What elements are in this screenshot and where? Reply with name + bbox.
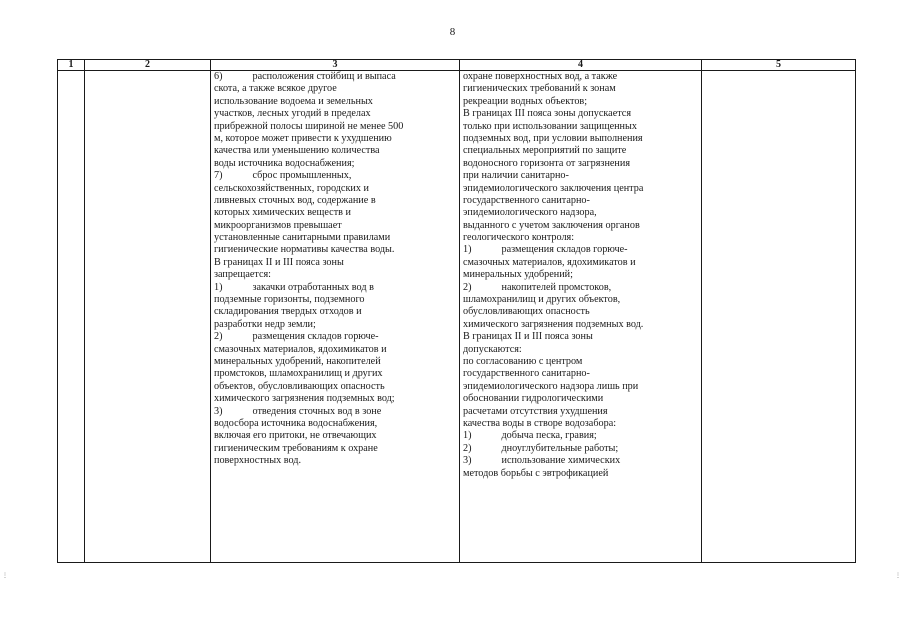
line-text: расчетами отсутствия ухудшения [463, 405, 608, 417]
list-number: 1) [463, 430, 472, 442]
text-line [214, 306, 457, 318]
text-line [463, 207, 699, 219]
line-text: В границах II и III пояса зоны [214, 256, 344, 268]
text-line [463, 269, 699, 281]
text-line [463, 306, 699, 318]
text-line [214, 319, 457, 331]
line-text: которых химических веществ и [214, 207, 351, 219]
margin-mark-left: ⋮ [2, 573, 8, 579]
text-line [214, 244, 457, 256]
text-line [214, 96, 457, 108]
text-line [214, 455, 457, 467]
line-text: м, которое может привести к ухудшению [214, 132, 392, 144]
header-col-4: 4 [460, 60, 702, 71]
text-line [214, 71, 457, 83]
list-number: 3) [463, 455, 472, 467]
body-row [58, 71, 856, 563]
line-text: ливневых сточных вод, содержание в [214, 194, 376, 206]
line-text: обосновании гидрологическими [463, 393, 604, 405]
text-line [214, 108, 457, 120]
cell-col-2 [85, 71, 211, 563]
line-text: эпидемиологического надзора, [463, 207, 597, 219]
text-line [463, 418, 699, 430]
text-line [463, 96, 699, 108]
text-line [463, 368, 699, 380]
text-line [214, 381, 457, 393]
list-number: 6) [214, 71, 223, 82]
text-line [214, 170, 457, 182]
text-line [463, 121, 699, 133]
line-text: химического загрязнения подземных вод. [463, 318, 644, 330]
line-text: запрещается: [214, 269, 271, 281]
text-line [463, 71, 699, 83]
line-text: только при использовании защищенных [463, 120, 637, 132]
text-line [463, 294, 699, 306]
text-line [214, 232, 457, 244]
line-text: шламохранилищ и других объектов, [463, 294, 621, 306]
line-text: участков, лесных угодий в пределах [214, 108, 371, 120]
line-text: выданного с учетом заключения органов [463, 219, 640, 231]
text-line [463, 331, 699, 343]
text-line [463, 381, 699, 393]
text-line [214, 406, 457, 418]
text-line [214, 220, 457, 232]
line-text: охране поверхностных вод, а также [463, 71, 618, 82]
text-line [463, 319, 699, 331]
text-line [463, 133, 699, 145]
text-line [214, 443, 457, 455]
line-text: закачки отработанных вод в [252, 281, 374, 293]
line-text: смазочных материалов, ядохимикатов и [214, 343, 387, 355]
line-text: микроорганизмов превышает [214, 219, 342, 231]
text-line [463, 455, 699, 467]
line-text: минеральных удобрений, накопителей [214, 355, 381, 367]
text-line [214, 282, 457, 294]
line-text: качества воды в створе водозабора: [463, 417, 617, 429]
page-number: 8 [449, 26, 456, 38]
line-text: установленные санитарными правилами [214, 232, 391, 244]
header-col-5: 5 [702, 60, 856, 71]
line-text: специальных мероприятий по защите [463, 145, 627, 157]
line-text: обусловливающих опасность [463, 306, 590, 318]
line-text: использование водоема и земельных [214, 95, 373, 107]
text-line [463, 356, 699, 368]
text-line [463, 282, 699, 294]
line-text: по согласованию с центром [463, 355, 583, 367]
line-text: отведения сточных вод в зоне [252, 405, 382, 417]
list-number: 2) [463, 442, 472, 454]
text-line [463, 195, 699, 207]
line-text: при наличии санитарно- [463, 170, 569, 182]
line-text: смазочных материалов, ядохимикатов и [463, 256, 636, 268]
line-text: качества или уменьшению количества [214, 145, 380, 157]
text-line [214, 418, 457, 430]
text-line [214, 207, 457, 219]
text-line [214, 257, 457, 269]
text-line [463, 220, 699, 232]
text-line [463, 244, 699, 256]
text-line [214, 121, 457, 133]
line-text: гигиенических требований к зонам [463, 83, 616, 95]
line-text: сельскохозяйственных, городских и [214, 182, 369, 194]
list-number: 1) [214, 281, 223, 293]
text-line [214, 331, 457, 343]
line-text: прибрежной полосы шириной не менее 500 [214, 120, 404, 132]
line-text: разработки недр земли; [214, 318, 316, 330]
text-line [214, 294, 457, 306]
line-text: использование химических [501, 455, 621, 467]
line-text: эпидемиологического заключения центра [463, 182, 644, 194]
text-line [463, 430, 699, 442]
text-line [463, 393, 699, 405]
line-text: гигиенические нормативы качества воды. [214, 244, 395, 256]
line-text: В границах III пояса зоны допускается [463, 108, 631, 120]
text-line [463, 257, 699, 269]
text-line [214, 368, 457, 380]
list-number: 1) [463, 244, 472, 256]
line-text: добыча песка, гравия; [501, 430, 597, 442]
line-text: включая его притоки, не отвечающих [214, 430, 377, 442]
line-text: химического загрязнения подземных вод; [214, 393, 395, 405]
text-line [463, 145, 699, 157]
cell-col-1 [58, 71, 85, 563]
text-line [463, 183, 699, 195]
cell-col-5 [702, 71, 856, 563]
line-text: подземных вод, при условии выполнения [463, 132, 643, 144]
cell-col-3 [211, 71, 460, 563]
text-line [463, 468, 699, 480]
margin-mark-right: ⋮ [895, 573, 901, 579]
text-line [214, 158, 457, 170]
text-line [463, 344, 699, 356]
line-text: допускаются: [463, 343, 522, 355]
text-line [214, 183, 457, 195]
header-col-1: 1 [58, 60, 85, 71]
text-line [463, 158, 699, 170]
line-text: поверхностных вод. [214, 455, 301, 467]
text-line [214, 430, 457, 442]
line-text: геологического контроля: [463, 232, 575, 244]
cell-col-4 [460, 71, 702, 563]
line-text: складирования твердых отходов и [214, 306, 362, 318]
header-col-2: 2 [85, 60, 211, 71]
line-text: гигиеническим требованиям к охране [214, 442, 378, 454]
line-text: расположения стойбищ и выпаса [252, 71, 396, 82]
line-text: государственного санитарно- [463, 194, 590, 206]
line-text: размещения складов горюче- [252, 331, 379, 343]
text-line [463, 83, 699, 95]
text-line [463, 232, 699, 244]
text-line [463, 406, 699, 418]
text-line [214, 269, 457, 281]
text-line [463, 108, 699, 120]
line-text: эпидемиологического надзора лишь при [463, 380, 639, 392]
list-number: 7) [214, 170, 223, 182]
text-line [214, 83, 457, 95]
line-text: водосбора источника водоснабжения, [214, 417, 378, 429]
line-text: подземные горизонты, подземного [214, 294, 365, 306]
line-text: В границах II и III пояса зоны [463, 331, 593, 343]
line-text: размещения складов горюче- [501, 244, 628, 256]
line-text: рекреации водных объектов; [463, 95, 588, 107]
list-number: 2) [463, 281, 472, 293]
text-line [214, 344, 457, 356]
line-text: водоносного горизонта от загрязнения [463, 157, 631, 169]
line-text: воды источника водоснабжения; [214, 157, 355, 169]
list-number: 3) [214, 405, 223, 417]
line-text: минеральных удобрений; [463, 269, 573, 281]
text-line [463, 170, 699, 182]
line-text: сброс промышленных, [252, 170, 352, 182]
line-text: накопителей промстоков, [501, 281, 612, 293]
text-line [463, 443, 699, 455]
text-line [214, 356, 457, 368]
line-text: объектов, обусловливающих опасность [214, 380, 385, 392]
text-line [214, 145, 457, 157]
line-text: скота, а также всякое другое [214, 83, 337, 95]
line-text: дноуглубительные работы; [501, 442, 619, 454]
line-text: промстоков, шламохранилищ и других [214, 368, 383, 380]
header-col-3: 3 [211, 60, 460, 71]
list-number: 2) [214, 331, 223, 343]
regulation-table [57, 59, 856, 563]
header-row [58, 60, 856, 71]
line-text: методов борьбы с эвтрофикацией [463, 467, 609, 479]
line-text: государственного санитарно- [463, 368, 590, 380]
text-line [214, 393, 457, 405]
text-line [214, 195, 457, 207]
text-line [214, 133, 457, 145]
